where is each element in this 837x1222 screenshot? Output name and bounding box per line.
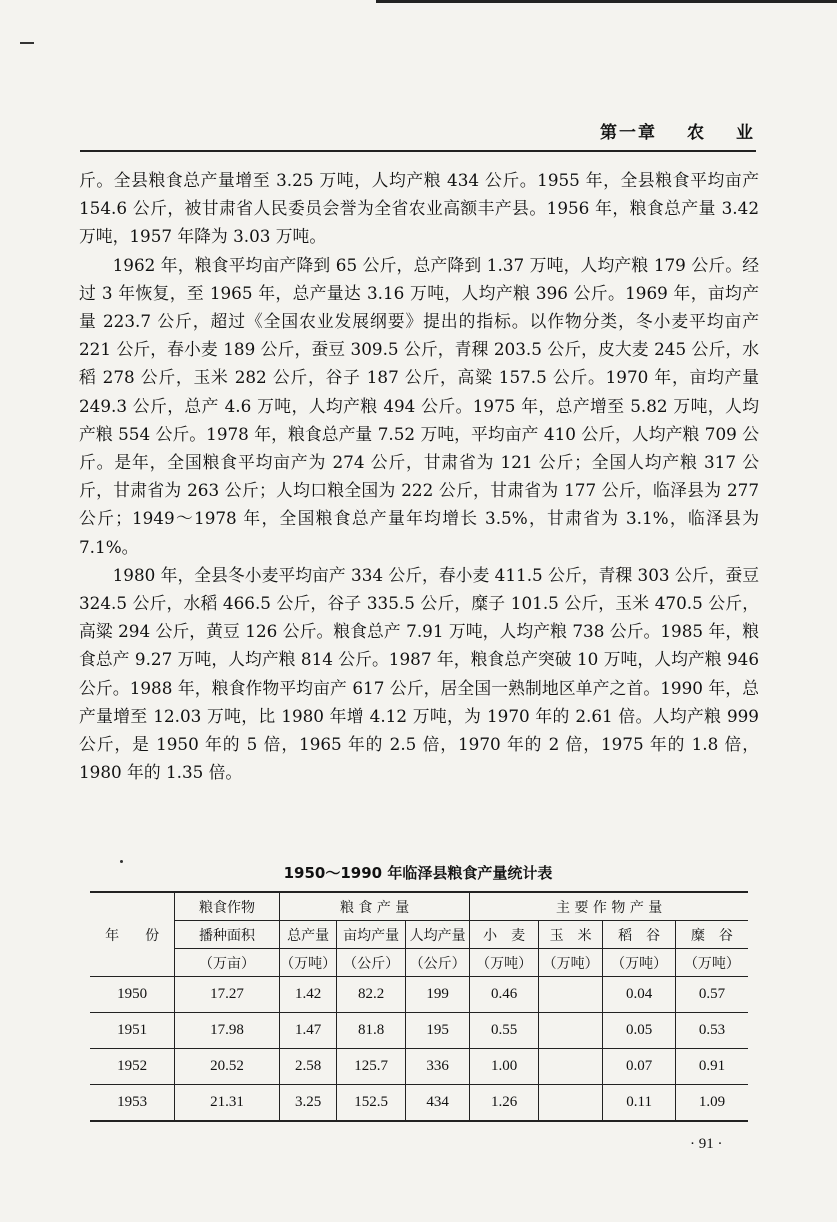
unit-rice: （万吨） bbox=[603, 949, 676, 977]
main-crops-group-header: 主 要 作 物 产 量 bbox=[470, 892, 748, 921]
paragraph-1: 斤。全县粮食总产量增至 3.25 万吨，人均产粮 434 公斤。1955 年，全县粮食平均亩产 154.6 公斤，被甘肃省人民委员会誉为全省农业高额丰产县。1956 年，粮食总产量 3.42 万吨，1957 年降为 3.03 万吨。 bbox=[79, 170, 759, 247]
cell-per-capita: 195 bbox=[405, 1013, 469, 1049]
chapter-subject-2: 业 bbox=[736, 123, 755, 143]
col-header-per-capita: 人均产量 bbox=[405, 921, 469, 949]
paragraph-3: 1980 年，全县冬小麦平均亩产 334 公斤，春小麦 411.5 公斤，青稞 303 公斤，蚕豆 324.5 公斤，水稻 466.5 公斤，谷子 335.5 公斤，糜子 101.5 公斤，玉米 470.5 公斤，高粱 294 公斤，黄豆 126 公斤。粮食总产 7.91 万吨，人均产粮 738 公斤。1985 年，粮食总产 9.27 万吨，人均产粮 814 公斤。1987 年，粮食总产突破 10 万吨，人均产粮 946 公斤。1988 年，粮食作物平均亩产 617 公斤，居全国一熟制地区单产之首。1990 年，总产量增至 12.03 万吨，比 1980 年增 4.12 万吨，为 1970 年的 2.61 倍。人均产粮 999 公斤，是 1950 年的 5 倍，1965 年的 2.5 倍，1970 年的 2 倍，1975 年的 1.8 倍，1980 年的 1.35 倍。 bbox=[79, 564, 759, 783]
cell-millet: 0.57 bbox=[675, 977, 748, 1013]
cell-per-mu: 152.5 bbox=[337, 1085, 406, 1122]
cell-corn bbox=[538, 1049, 602, 1085]
chapter-header bbox=[600, 118, 760, 142]
cell-per-capita: 336 bbox=[405, 1049, 469, 1085]
cell-wheat: 0.46 bbox=[470, 977, 539, 1013]
cell-area: 21.31 bbox=[175, 1085, 280, 1122]
cell-year: 1952 bbox=[90, 1049, 175, 1085]
cell-total: 3.25 bbox=[279, 1085, 336, 1122]
cell-year: 1951 bbox=[90, 1013, 175, 1049]
unit-per-mu: （公斤） bbox=[337, 949, 406, 977]
table-row bbox=[90, 1013, 748, 1049]
cell-millet: 1.09 bbox=[675, 1085, 748, 1122]
cell-wheat: 1.00 bbox=[470, 1049, 539, 1085]
cell-rice: 0.05 bbox=[603, 1013, 676, 1049]
body-text bbox=[79, 166, 759, 786]
unit-wheat: （万吨） bbox=[470, 949, 539, 977]
cell-millet: 0.53 bbox=[675, 1013, 748, 1049]
cell-millet: 0.91 bbox=[675, 1049, 748, 1085]
chapter-number: 第一章 bbox=[600, 123, 657, 143]
col-header-wheat: 小 麦 bbox=[470, 921, 539, 949]
grain-output-table bbox=[90, 891, 748, 1122]
col-header-corn: 玉 米 bbox=[538, 921, 602, 949]
col-header-rice: 稻 谷 bbox=[603, 921, 676, 949]
cell-rice: 0.07 bbox=[603, 1049, 676, 1085]
cell-corn bbox=[538, 1013, 602, 1049]
area-header-line-2: 播种面积 bbox=[175, 921, 280, 949]
cell-rice: 0.04 bbox=[603, 977, 676, 1013]
margin-mark bbox=[20, 42, 34, 44]
col-header-per-mu: 亩均产量 bbox=[337, 921, 406, 949]
table-row bbox=[90, 1049, 748, 1085]
year-header: 年 份 bbox=[90, 892, 175, 977]
unit-total: （万吨） bbox=[279, 949, 336, 977]
col-header-millet: 糜 谷 bbox=[675, 921, 748, 949]
cell-total: 1.42 bbox=[279, 977, 336, 1013]
header-rule bbox=[80, 150, 756, 152]
table-title: 1950～1990 年临泽县粮食产量统计表 bbox=[283, 864, 553, 882]
cell-corn bbox=[538, 977, 602, 1013]
cell-total: 1.47 bbox=[279, 1013, 336, 1049]
table-row bbox=[90, 1085, 748, 1122]
chapter-subject-1: 农 bbox=[687, 123, 706, 143]
cell-area: 17.27 bbox=[175, 977, 280, 1013]
page-number: · 91 · bbox=[690, 1136, 723, 1152]
table-row bbox=[90, 977, 748, 1013]
cell-year: 1953 bbox=[90, 1085, 175, 1122]
top-border-line bbox=[376, 0, 837, 3]
cell-per-mu: 82.2 bbox=[337, 977, 406, 1013]
cell-wheat: 1.26 bbox=[470, 1085, 539, 1122]
cell-per-mu: 125.7 bbox=[337, 1049, 406, 1085]
cell-area: 17.98 bbox=[175, 1013, 280, 1049]
cell-rice: 0.11 bbox=[603, 1085, 676, 1122]
unit-corn: （万吨） bbox=[538, 949, 602, 977]
grain-output-group-header: 粮 食 产 量 bbox=[279, 892, 469, 921]
col-header-total: 总产量 bbox=[279, 921, 336, 949]
cell-wheat: 0.55 bbox=[470, 1013, 539, 1049]
cell-per-capita: 199 bbox=[405, 977, 469, 1013]
paragraph-2: 1962 年，粮食平均亩产降到 65 公斤，总产降到 1.37 万吨，人均产粮 179 公斤。经过 3 年恢复，至 1965 年，总产量达 3.16 万吨，人均产粮 396 公斤。1969 年，亩均产量 223.7 公斤，超过《全国农业发展纲要》提出的指标。以作物分类，冬小麦平均亩产 221 公斤，春小麦 189 公斤，蚕豆 309.5 公斤，青稞 203.5 公斤，皮大麦 245 公斤，水稻 278 公斤，玉米 282 公斤，谷子 187 公斤，高粱 157.5 公斤。1970 年，亩均产量 249.3 公斤，总产 4.6 万吨，人均产粮 494 公斤。1975 年，总产增至 5.82 万吨，人均产粮 554 公斤。1978 年，粮食总产量 7.52 万吨，平均亩产 410 公斤，人均产粮 709 公斤。是年，全国粮食平均亩产为 274 公斤，甘肃省为 121 公斤；全国人均产粮 317 公斤，甘肃省为 263 公斤；人均口粮全国为 222 公斤，甘肃省为 177 公斤，临泽县为 277 公斤；1949～1978 年，全国粮食总产量年均增长 3.5%，甘肃省为 3.1%，临泽县为 7.1%。 bbox=[79, 254, 759, 557]
unit-millet: （万吨） bbox=[675, 949, 748, 977]
cell-area: 20.52 bbox=[175, 1049, 280, 1085]
cell-corn bbox=[538, 1085, 602, 1122]
cell-per-capita: 434 bbox=[405, 1085, 469, 1122]
cell-total: 2.58 bbox=[279, 1049, 336, 1085]
cell-per-mu: 81.8 bbox=[337, 1013, 406, 1049]
unit-per-capita: （公斤） bbox=[405, 949, 469, 977]
cell-year: 1950 bbox=[90, 977, 175, 1013]
area-header-unit: （万亩） bbox=[175, 949, 280, 977]
area-header-line-1: 粮食作物 bbox=[175, 892, 280, 921]
